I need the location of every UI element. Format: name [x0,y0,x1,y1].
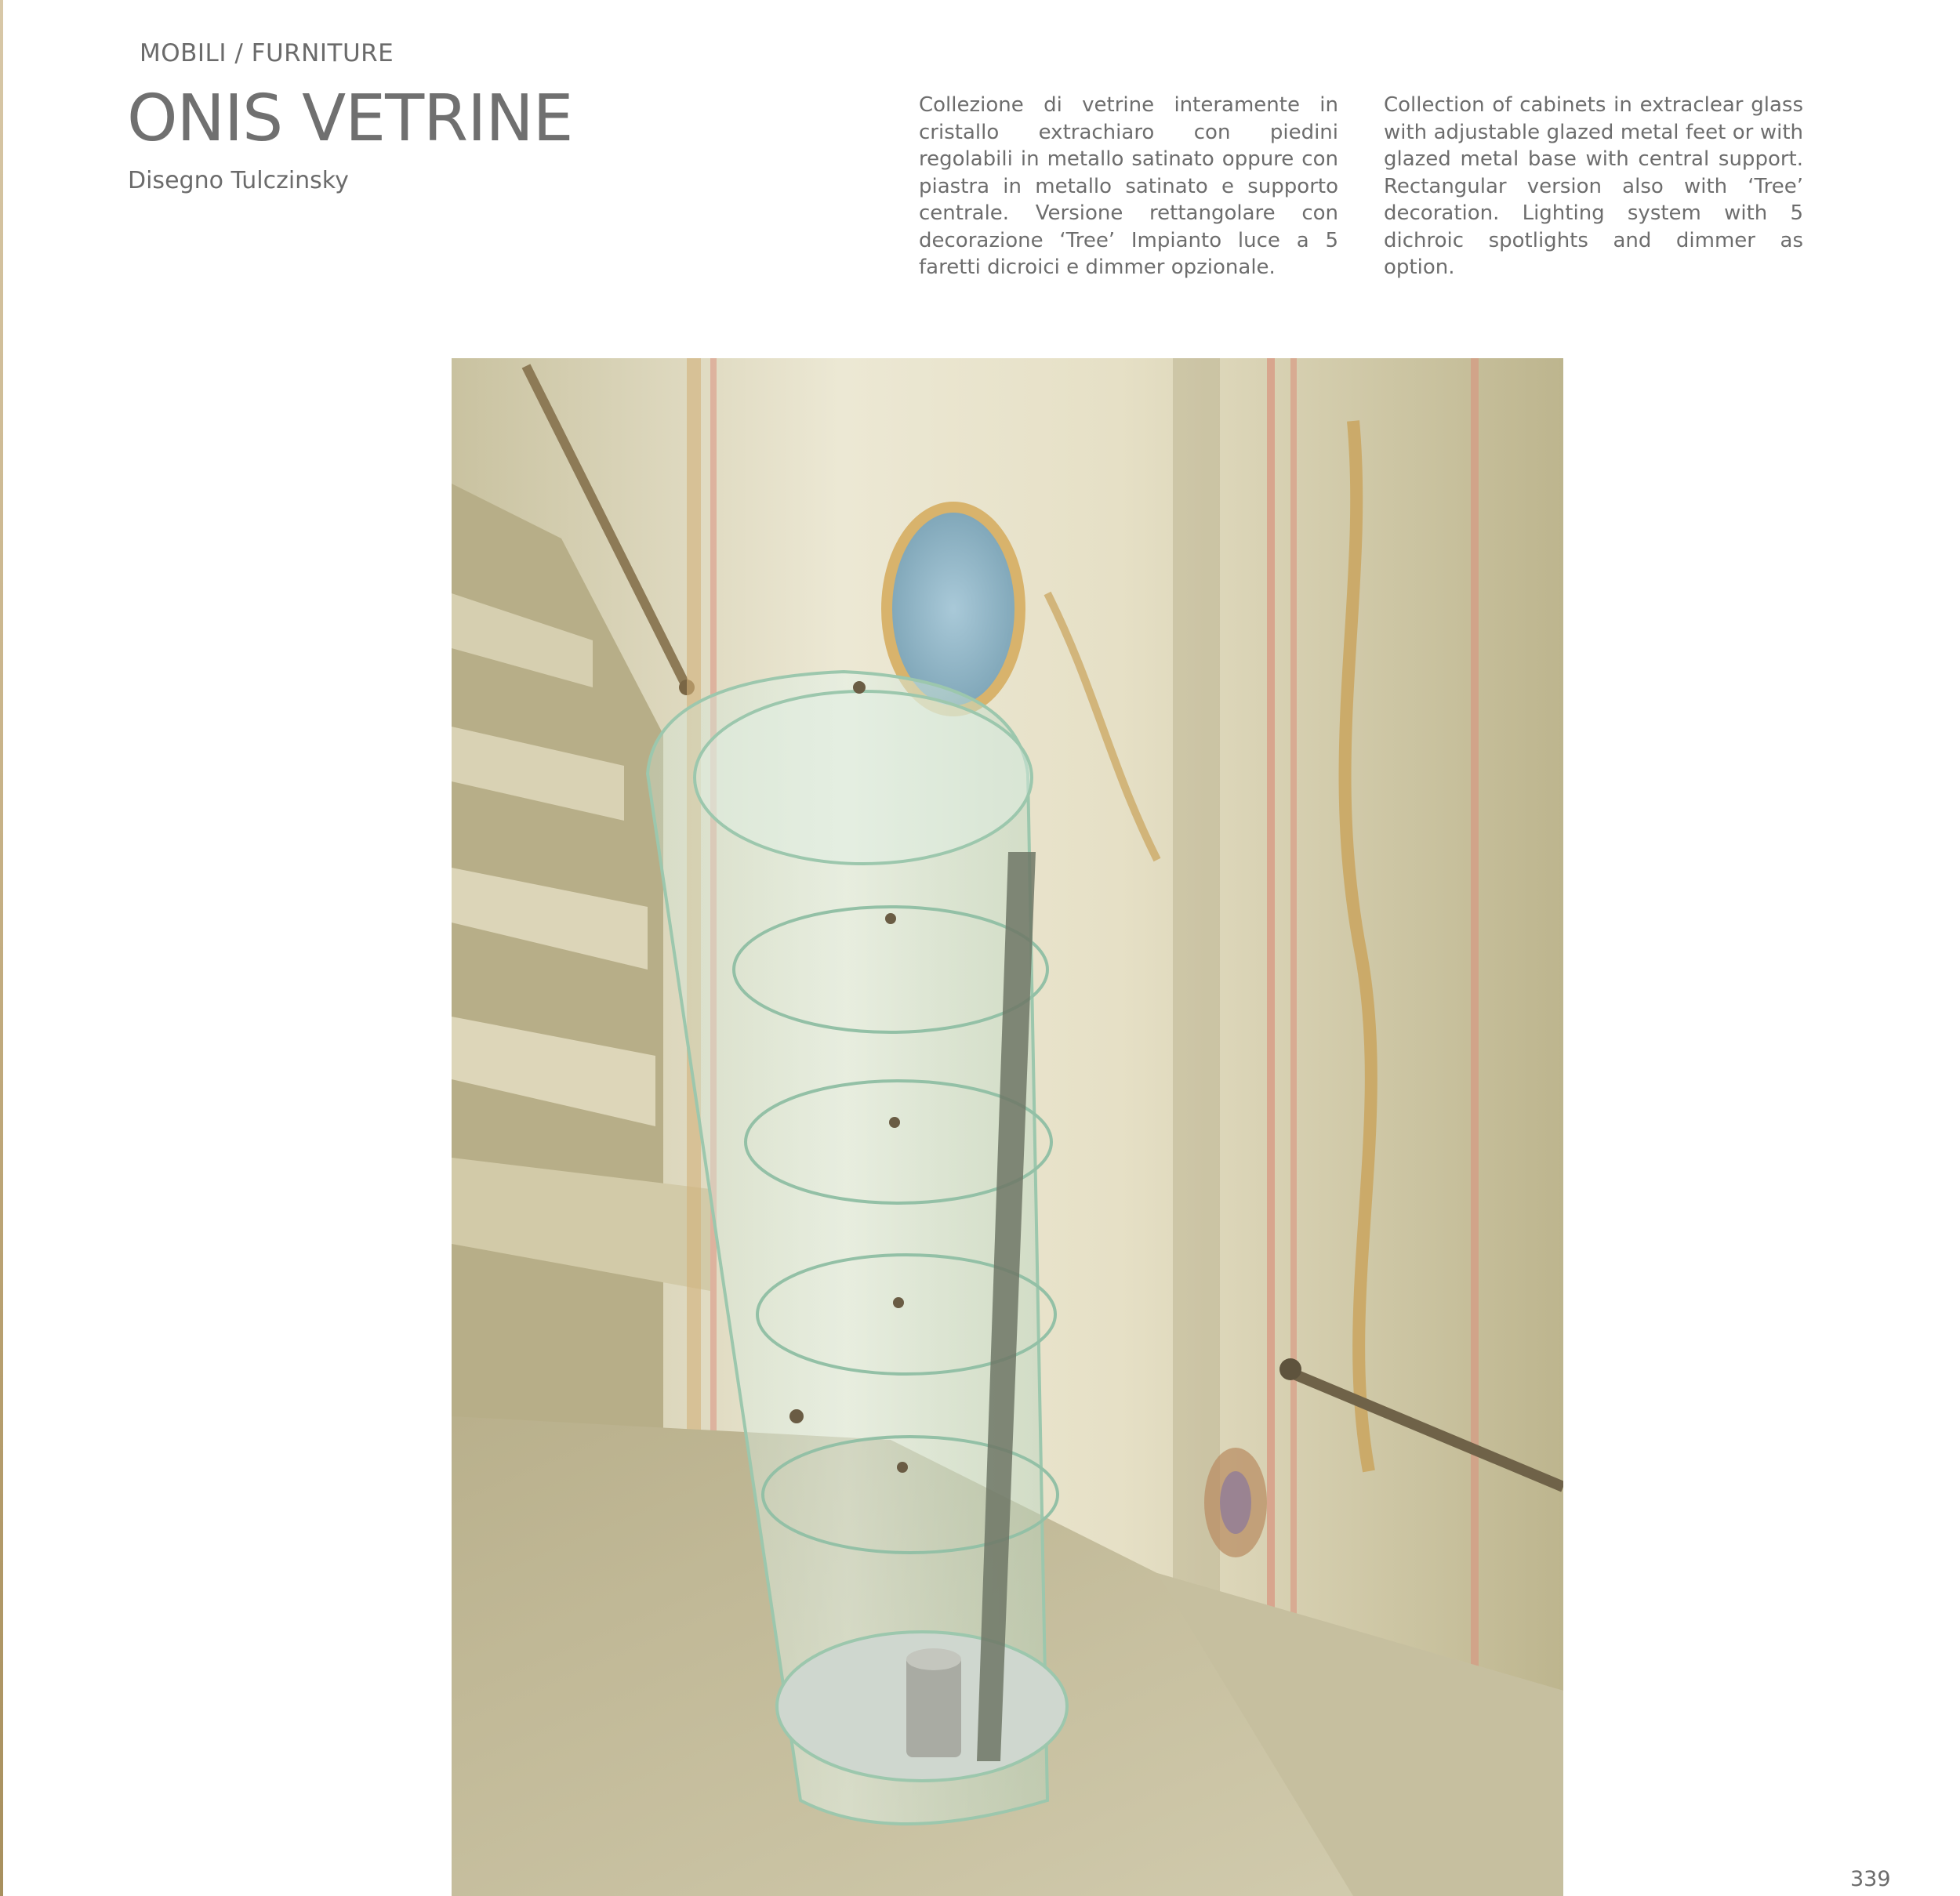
designer-credit: Disegno Tulczinsky [128,167,349,194]
page-number: 339 [1850,1867,1891,1891]
description-italian: Collezione di vetrine interamente in cristallo extrachiaro con piedini regolabili in metallo satinato oppure con piastra in metallo satinato e supporto centrale. Versione rettangolare con decorazione ‘Tree’ Impianto luce a 5 faretti dicroici e dimmer opzionale. [919,93,1338,279]
page-edge-strip [0,0,3,1896]
description-english: Collection of cabinets in extraclear glass with adjustable glazed metal feet or with glazed metal base with central support. Rectangular version also with ‘Tree’ decoration. Lighting system with 5 dichroic spotlights and dimmer as option. [1384,93,1803,279]
product-photo [452,358,1563,1896]
product-title: ONIS VETRINE [127,82,573,156]
section-label: MOBILI / FURNITURE [140,39,394,67]
